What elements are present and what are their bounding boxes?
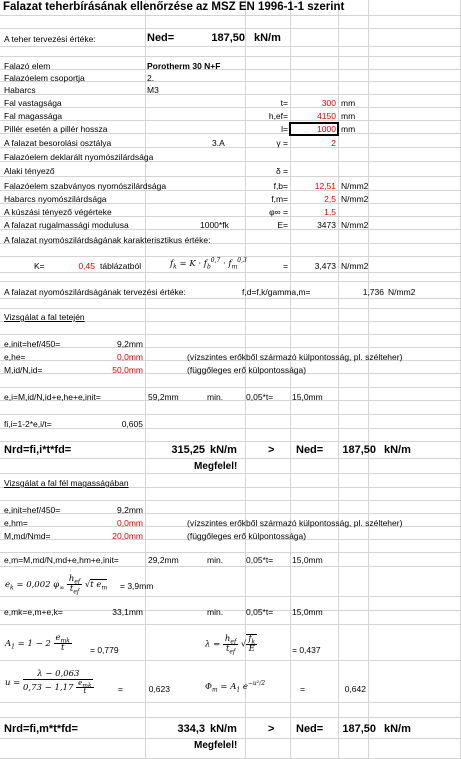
mid-section-heading: Vizsgálat a fal fél magasságában [4, 478, 129, 488]
top-ehe-value: 0,0mm [117, 352, 143, 362]
top-nrd-value: 315,25 [171, 444, 205, 456]
pillar-length-value[interactable]: 1000 [317, 124, 336, 134]
grid-line [0, 738, 461, 739]
modulus-formula: 1000*fk [200, 220, 229, 230]
fd-formula: f,d=f,k/gamma,m= [242, 287, 311, 297]
grid-line [0, 624, 461, 625]
grid-line [0, 308, 461, 309]
shape-factor-label: Alaki tényező [4, 166, 55, 176]
a1-value: = 0,779 [90, 645, 119, 655]
u-equals: = [118, 684, 123, 694]
grid-line [145, 0, 146, 759]
top-min-label: min. [207, 392, 224, 402]
top-ned-value: 187,50 [342, 444, 376, 456]
height-value: 4150 [317, 111, 336, 121]
fk-value: 3,473 [314, 261, 336, 271]
mid-nrd-value: 334,3 [177, 723, 205, 735]
mid-emk-min-label: min. [207, 607, 224, 617]
mid-ehm-value: 0,0mm [117, 518, 143, 528]
top-ned-label: Ned= [296, 444, 324, 456]
height-unit: mm [341, 111, 356, 121]
mid-min-label: min. [207, 555, 224, 565]
mid-ned-label: Ned= [296, 723, 324, 735]
creep-symbol: φ∞ = [269, 207, 288, 217]
fm-symbol: f,m= [271, 194, 288, 204]
mid-ned-value: 187,50 [342, 723, 376, 735]
modulus-symbol: E= [277, 220, 288, 230]
modulus-unit: N/mm2 [341, 220, 369, 230]
grid-line [0, 94, 461, 95]
page-title: Falazat teherbírásának ellenőrzése az MSZ EN 1996-1-1 szerint [3, 1, 345, 13]
masonry-class-value: 3.A [212, 138, 225, 148]
grid-line [368, 0, 369, 759]
grid-line [0, 473, 461, 474]
top-einit-value: 9,2mm [117, 339, 143, 349]
fd-label: A falazat nyomószilárdságának tervezési értéke: [4, 287, 186, 297]
ek-formula: $e_k = 0,002$ $\varphi_\infty$ $\frac{h_{ef}}{t_{ef}}$ √t $e_m$ [5, 574, 108, 596]
top-fi-value: 0,605 [121, 419, 143, 429]
fd-value: 1,736 [362, 287, 384, 297]
height-symbol: h,ef= [268, 111, 288, 121]
mid-ehm-note: (vízszintes erőkből származó külpontosság, pl. szélteher) [187, 518, 403, 528]
height-label: Fal magassága [4, 111, 63, 121]
grid-line [0, 428, 461, 429]
top-min-formula: 0,05*t= [246, 392, 274, 402]
lambda-value: = 0,437 [292, 645, 321, 655]
declared-strength-label: Falazóelem deklarált nyomószilárdsága [4, 152, 154, 162]
top-min-value: 15,0mm [292, 392, 323, 402]
grid-line [0, 458, 461, 459]
load-value: 187,50 [211, 32, 245, 44]
thickness-unit: mm [341, 98, 356, 108]
k-value: 0,45 [78, 261, 95, 271]
mid-mmd-note: (függőleges erő külpontossága) [187, 531, 307, 541]
grid-line [0, 660, 461, 661]
grid-line [0, 513, 461, 514]
top-result: Megfelel! [194, 461, 238, 472]
phim-value: 0,642 [344, 684, 366, 694]
grid-line [0, 15, 461, 16]
top-section-heading: Vizsgálat a fal tetején [4, 312, 85, 322]
grid-line [0, 717, 461, 718]
mid-min-formula: 0,05*t= [246, 555, 274, 565]
u-value: 0,623 [148, 684, 170, 694]
mid-emk-label: e,mk=e,m+e,k= [4, 607, 63, 617]
grid-line [0, 387, 461, 388]
gamma-value: 2 [331, 138, 336, 148]
top-nrd-label: Nrd=fi,i*t*fd= [4, 444, 72, 456]
top-mid-label: M,id/N,id= [4, 365, 43, 375]
element-group-label: Falazóelem csoportja [4, 73, 85, 83]
top-mid-value: 50,0mm [112, 365, 143, 375]
grid-line [0, 566, 461, 567]
masonry-class-label: A falazat besorolási osztálya [4, 138, 112, 148]
grid-line [0, 298, 461, 299]
mortar-value: M3 [147, 85, 159, 95]
phim-formula: $\Phi_m = A_1$ $e^{-u^2/2}$ [205, 680, 266, 694]
pillar-length-label: Pillér esetén a pillér hossza [4, 124, 108, 134]
fm-unit: N/mm2 [341, 194, 369, 204]
top-compare-symbol: > [268, 444, 275, 456]
mid-result: Megfelel! [194, 740, 238, 751]
fb-unit: N/mm2 [341, 181, 369, 191]
load-unit: kN/m [254, 32, 281, 44]
grid-line [0, 441, 461, 442]
mid-emk-min-value: 15,0mm [292, 607, 323, 617]
mid-ned-unit: kN/m [384, 723, 411, 735]
top-mid-note: (függőleges erő külpontossága) [187, 365, 307, 375]
modulus-value: 3473 [317, 220, 336, 230]
top-fi-label: fi,i=1-2*e,i/t= [4, 419, 52, 429]
grid-line [0, 610, 461, 611]
fk-formula: $f_k = K \cdot f_b^{0,7} \cdot f_m^{0,3}$ [170, 257, 247, 271]
thickness-value: 300 [321, 98, 336, 108]
grid-line [0, 176, 461, 177]
mid-einit-label: e,init=hef/450= [4, 505, 61, 515]
grid-line [0, 500, 461, 501]
fk-equals: = [283, 261, 288, 271]
top-ei-label: e,i=M,id/N,id+e,he+e,init= [4, 392, 101, 402]
k-label: K= [34, 261, 45, 271]
grid-line [0, 552, 461, 553]
wall-element-label: Falazó elem [4, 61, 51, 71]
modulus-label: A falazat rugalmassági modulusa [4, 220, 129, 230]
grid-line [0, 28, 461, 29]
grid-line [0, 46, 461, 47]
mid-compare-symbol: > [268, 723, 275, 735]
mid-mmd-label: M,md/Nmd= [4, 531, 51, 541]
grid-line [0, 334, 461, 335]
creep-value: 1,5 [324, 207, 336, 217]
mid-emk-min-formula: 0,05*t= [246, 607, 274, 617]
gamma-symbol: γ = [276, 138, 288, 148]
mortar-strength-label: Habarcs nyomószilárdsága [4, 194, 107, 204]
mortar-label: Habarcs [4, 85, 36, 95]
grid-line [0, 120, 461, 121]
a1-formula: $A_1 = 1 - 2$ $\frac{e_{mk}}{t}$ [5, 633, 70, 653]
char-strength-label: A falazat nyomószilárdságának karakterisztikus értéke: [4, 235, 211, 245]
pillar-length-symbol: l= [281, 124, 288, 134]
mid-einit-value: 9,2mm [117, 505, 143, 515]
pillar-length-unit: mm [341, 124, 356, 134]
grid-line [0, 272, 461, 273]
mid-em-value: 29,2mm [148, 555, 179, 565]
wall-element-value: Porotherm 30 N+F [147, 61, 221, 71]
k-source: táblázatból [100, 261, 142, 271]
mid-mmd-value: 20,0mm [112, 531, 143, 541]
mid-ehm-label: e,hm= [4, 518, 28, 528]
fd-unit: N/mm2 [388, 287, 416, 297]
fm-value: 2,5 [324, 194, 336, 204]
element-group-value: 2. [147, 73, 155, 83]
grid-line [0, 256, 461, 257]
mid-min-value: 15,0mm [292, 555, 323, 565]
thickness-label: Fal vastagsága [4, 98, 62, 108]
standard-strength-label: Falazóelem szabványos nyomószilárdsága [4, 181, 167, 191]
load-symbol: Ned= [147, 32, 175, 44]
fb-symbol: f,b= [273, 181, 288, 191]
top-ehe-label: e,he= [4, 352, 26, 362]
thickness-symbol: t= [280, 98, 288, 108]
lambda-formula: λ = $\frac{h_{ef}}{t_{ef}}$ √ $\frac{f_k}{E}$ [205, 633, 256, 656]
load-label: A teher tervezési értéke: [4, 34, 96, 44]
phim-equals: = [300, 684, 305, 694]
grid-line [338, 0, 339, 759]
creep-label: A kúszási tényező végérteke [4, 207, 112, 217]
top-einit-label: e,init=hef/450= [4, 339, 61, 349]
grid-line [0, 56, 461, 57]
grid-line [0, 69, 461, 70]
grid-line [0, 414, 461, 415]
u-formula: u = λ − 0,063 0,73 − 1,17 $\frac{e_{mk}}{t}$ [5, 669, 92, 695]
fk-unit: N/mm2 [341, 261, 369, 271]
mid-nrd-unit: kN/m [210, 723, 237, 735]
grid-line [0, 702, 461, 703]
top-nrd-unit: kN/m [210, 444, 237, 456]
top-ned-unit: kN/m [384, 444, 411, 456]
top-ei-value: 59,2mm [148, 392, 179, 402]
delta-symbol: δ = [275, 166, 288, 176]
mid-emk-value: 33,1mm [112, 607, 143, 617]
top-ehe-note: (vízszintes erőkből származó külpontosság, pl. szélteher) [187, 352, 403, 362]
grid-line [0, 596, 461, 597]
grid-line [0, 107, 461, 108]
ek-value: = 3,9mm [120, 581, 154, 591]
mid-em-label: e,m=M,md/N,md+e,hm+e,init= [4, 555, 119, 565]
grid-line [0, 281, 461, 282]
grid-line [0, 347, 461, 348]
mid-nrd-label: Nrd=fi,m*t*fd= [4, 723, 78, 735]
fb-value: 12,51 [314, 181, 336, 191]
